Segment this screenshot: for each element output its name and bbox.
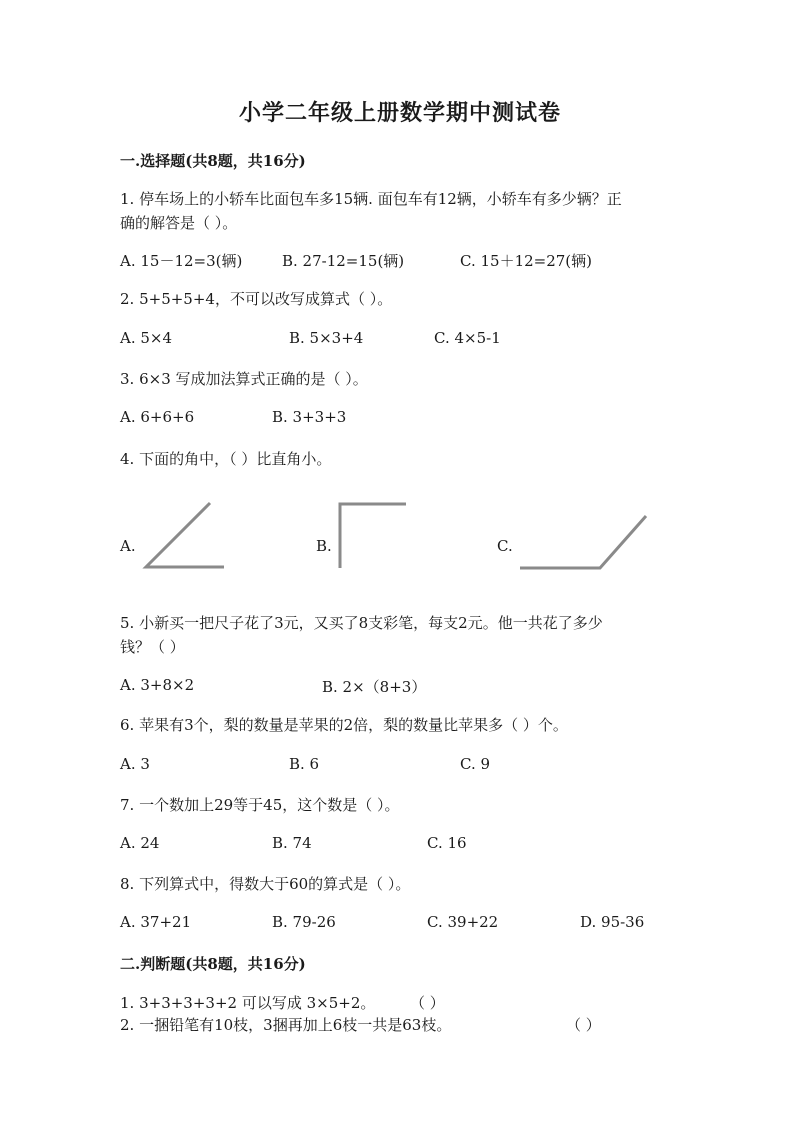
judgment-item-2-paren: （ ） <box>566 1016 601 1034</box>
question-1-option-b: B. 27-12=15(辆) <box>282 252 405 270</box>
question-6-line-1: 6. 苹果有3个，梨的数量是苹果的2倍，梨的数量比苹果多（ ）个。 <box>120 716 568 734</box>
question-4-line-1: 4. 下面的角中，（ ）比直角小。 <box>120 450 332 468</box>
question-7-option-c: C. 16 <box>427 834 467 852</box>
question-4-option-c: C. <box>497 537 513 555</box>
question-4-option-b: B. <box>316 537 332 555</box>
section-heading-choice: 一.选择题(共8题，共16分) <box>120 152 306 170</box>
question-8-option-d: D. 95-36 <box>580 913 645 931</box>
question-2-option-a: A. 5×4 <box>120 329 173 347</box>
page-title: 小学二年级上册数学期中测试卷 <box>238 100 561 126</box>
question-2-option-b: B. 5×3+4 <box>289 329 364 347</box>
section-heading-judgment: 二.判断题(共8题，共16分) <box>120 955 306 973</box>
right-angle-figure <box>334 498 410 574</box>
question-6-option-b: B. 6 <box>289 755 320 773</box>
question-3-line-1: 3. 6×3 写成加法算式正确的是（ ）。 <box>120 370 368 388</box>
acute-angle-figure <box>140 495 230 575</box>
question-3-option-a: A. 6+6+6 <box>120 408 195 426</box>
question-8-line-1: 8. 下列算式中，得数大于60的算式是（ ）。 <box>120 875 411 893</box>
question-7-line-1: 7. 一个数加上29等于45，这个数是（ ）。 <box>120 796 400 814</box>
question-5-line-1: 5. 小新买一把尺子花了3元，又买了8支彩笔，每支2元。他一共花了多少 <box>120 614 603 632</box>
question-5-option-a: A. 3+8×2 <box>120 676 195 694</box>
question-1-option-c: C. 15＋12=27(辆) <box>460 252 593 270</box>
question-6-option-c: C. 9 <box>460 755 491 773</box>
question-8-option-a: A. 37+21 <box>120 913 192 931</box>
question-8-option-c: C. 39+22 <box>427 913 499 931</box>
question-6-option-a: A. 3 <box>120 755 150 773</box>
question-8-option-b: B. 79-26 <box>272 913 336 931</box>
question-7-option-a: A. 24 <box>120 834 160 852</box>
question-2-line-1: 2. 5+5+5+4，不可以改写成算式（ ）。 <box>120 290 393 308</box>
question-1-line-1: 1. 停车场上的小轿车比面包车多15辆. 面包车有12辆，小轿车有多少辆？正 <box>120 190 622 208</box>
judgment-item-1-text: 1. 3+3+3+3+2 可以写成 3×5+2。 <box>120 994 376 1012</box>
question-1-option-a: A. 15－12=3(辆) <box>120 252 243 270</box>
question-5-option-b: B. 2×（8+3） <box>322 678 427 696</box>
question-4-option-a: A. <box>120 537 136 555</box>
question-2-option-c: C. 4×5-1 <box>434 329 501 347</box>
judgment-item-1-paren: （ ） <box>410 994 445 1012</box>
judgment-item-2-text: 2. 一捆铅笔有10枝，3捆再加上6枝一共是63枝。 <box>120 1016 452 1034</box>
question-7-option-b: B. 74 <box>272 834 312 852</box>
question-3-option-b: B. 3+3+3 <box>272 408 347 426</box>
question-1-line-2: 确的解答是（ ）。 <box>120 214 238 232</box>
question-5-line-2: 钱？（ ） <box>120 638 185 656</box>
obtuse-angle-figure <box>516 508 652 578</box>
